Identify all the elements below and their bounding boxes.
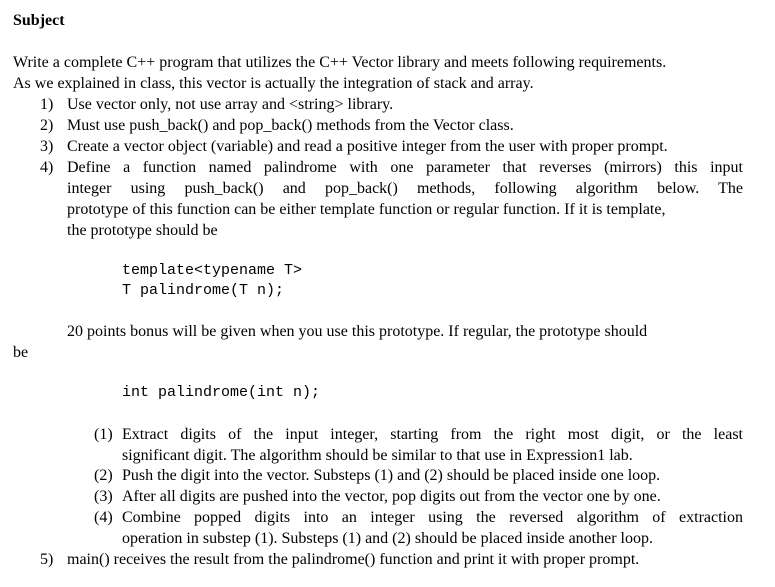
requirement-3-text: Create a vector object (variable) and read a positive integer from the user with proper prompt. [67, 138, 668, 155]
requirement-4-line-3: prototype of this function can be either template function or regular function. If it is template, [67, 201, 666, 218]
substep-4-number: (4) [94, 509, 113, 526]
substep-2-number: (2) [94, 467, 113, 484]
requirement-4-line-4: the prototype should be [67, 222, 218, 239]
requirement-2-number: 2) [40, 117, 54, 134]
substep-1-line-2: significant digit. The algorithm should be similar to that use in Expression1 lab. [122, 447, 633, 464]
substep-3-number: (3) [94, 488, 113, 505]
requirement-2-text: Must use push_back() and pop_back() methods from the Vector class. [67, 117, 514, 134]
requirement-5-text: main() receives the result from the palindrome() function and print it with proper prompt. [67, 551, 640, 568]
requirement-4-number: 4) [40, 159, 54, 176]
requirement-4-line-2: integer using push_back() and pop_back() methods, following algorithm below. The [67, 180, 743, 197]
requirement-4-line-1: Define a function named palindrome with one parameter that reverses (mirrors) this input [67, 159, 743, 176]
intro-line-2: As we explained in class, this vector is actually the integration of stack and array. [13, 75, 534, 92]
substep-1-line-1: Extract digits of the input integer, starting from the right most digit, or the least [122, 426, 743, 443]
substep-4-line-2: operation in substep (1). Substeps (1) and (2) should be placed inside another loop. [122, 530, 653, 547]
bonus-text: 20 points bonus will be given when you use this prototype. If regular, the prototype should [67, 323, 648, 340]
requirement-1-number: 1) [40, 96, 54, 113]
page-title: Subject [13, 12, 65, 29]
code-template-line-1: template<typename T> [122, 262, 303, 279]
requirement-3-number: 3) [40, 138, 54, 155]
code-template-line-2: T palindrome(T n); [122, 282, 285, 299]
code-regular: int palindrome(int n); [122, 384, 321, 401]
substep-4-line-1: Combine popped digits into an integer using the reversed algorithm of extraction [122, 509, 743, 526]
requirement-5-number: 5) [40, 551, 54, 568]
intro-line-1: Write a complete C++ program that utilizes the C++ Vector library and meets following requirements. [13, 54, 667, 71]
substep-3-text: After all digits are pushed into the vector, pop digits out from the vector one by one. [122, 488, 661, 505]
requirement-1-text: Use vector only, not use array and <string> library. [67, 96, 394, 113]
bonus-text-tail: be [13, 344, 29, 361]
substep-1-number: (1) [94, 426, 113, 443]
substep-2-text: Push the digit into the vector. Substeps (1) and (2) should be placed inside one loop. [122, 467, 661, 484]
